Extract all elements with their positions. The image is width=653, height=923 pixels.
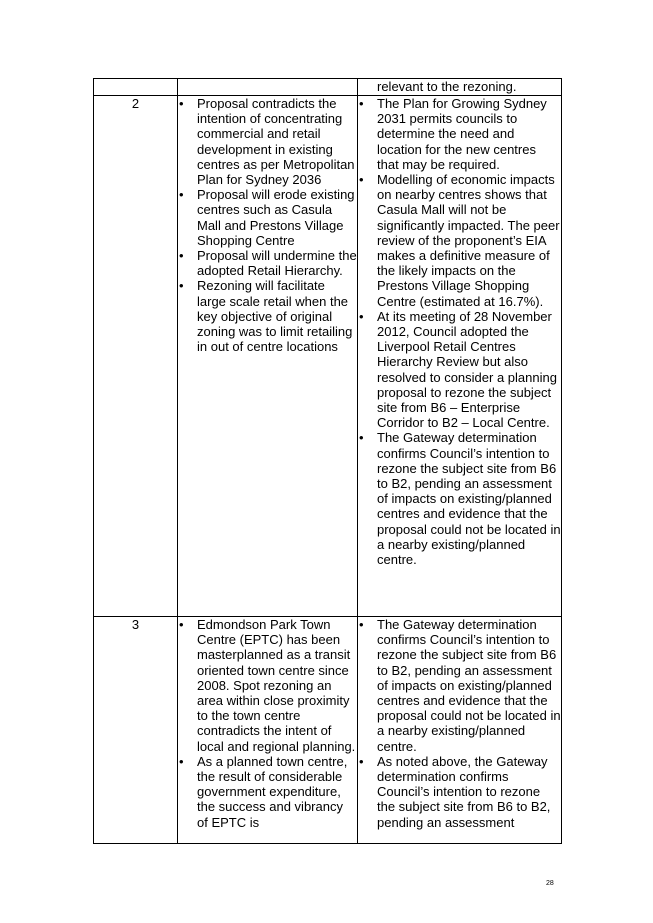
submission-cell [178, 96, 358, 617]
submission-item: • As a planned town centre, the result of considerable government expenditure, the success and vibrancy of EPTC is [178, 754, 357, 830]
submissions-table [93, 78, 562, 844]
response-cell [358, 617, 562, 844]
row-number: 2 [94, 96, 178, 617]
response-item: • The Gateway determination confirms Council’s intention to rezone the subject site from B6 to B2, pending an assessment of impacts on existing/planned centres and evidence that the proposal could not be located in a nearby existing/planned centre. [358, 617, 561, 754]
response-item: • As noted above, the Gateway determination confirms Council’s intention to rezone the subject site from B6 to B2, pending an assessment [358, 754, 561, 830]
submission-item: • Proposal will undermine the adopted Retail Hierarchy. [178, 248, 357, 278]
submission-cell [178, 617, 358, 844]
response-item: • At its meeting of 28 November 2012, Council adopted the Liverpool Retail Centres Hierarchy Review but also resolved to consider a planning proposal to rezone the subject site from B6 – Enterprise Corridor to B2 – Local Centre. [358, 309, 561, 431]
submission-list [178, 617, 357, 830]
submission-item: • Proposal contradicts the intention of concentrating commercial and retail development in existing centres as per Metropolitan Plan for Sydney 2036 [178, 96, 357, 187]
response-list [358, 617, 561, 830]
page-number: 28 [546, 880, 554, 887]
submission-item: • Proposal will erode existing centres such as Casula Mall and Prestons Village Shopping Centre [178, 187, 357, 248]
response-item: • Modelling of economic impacts on nearby centres shows that Casula Mall will not be significantly impacted. The peer review of the proponent’s EIA makes a definitive measure of the likely impacts on the Prestons Village Shopping Centre (estimated at 16.7%). [358, 172, 561, 309]
submission-list [178, 96, 357, 354]
response-cell [358, 79, 562, 96]
row-number: 3 [94, 617, 178, 844]
table-row [94, 96, 562, 617]
table-row [94, 617, 562, 844]
response-item: • The Gateway determination confirms Council’s intention to rezone the subject site from B6 to B2, pending an assessment of impacts on existing/planned centres and evidence that the proposal could not be located in a nearby existing/planned centre. [358, 430, 561, 567]
submission-item: • Edmondson Park Town Centre (EPTC) has been masterplanned as a transit oriented town centre since 2008. Spot rezoning an area within close proximity to the town centre contradicts the intent of local and regional planning. [178, 617, 357, 754]
response-continuation-text: relevant to the rezoning. [377, 79, 517, 94]
response-cell [358, 96, 562, 617]
response-item: • The Plan for Growing Sydney 2031 permits councils to determine the need and location for the new centres that may be required. [358, 96, 561, 172]
response-list [358, 96, 561, 567]
submission-item: • Rezoning will facilitate large scale retail when the key objective of original zoning was to limit retailing in out of centre locations [178, 278, 357, 354]
table-row-continued [94, 79, 562, 96]
row-number-cell [94, 79, 178, 96]
submission-cell [178, 79, 358, 96]
